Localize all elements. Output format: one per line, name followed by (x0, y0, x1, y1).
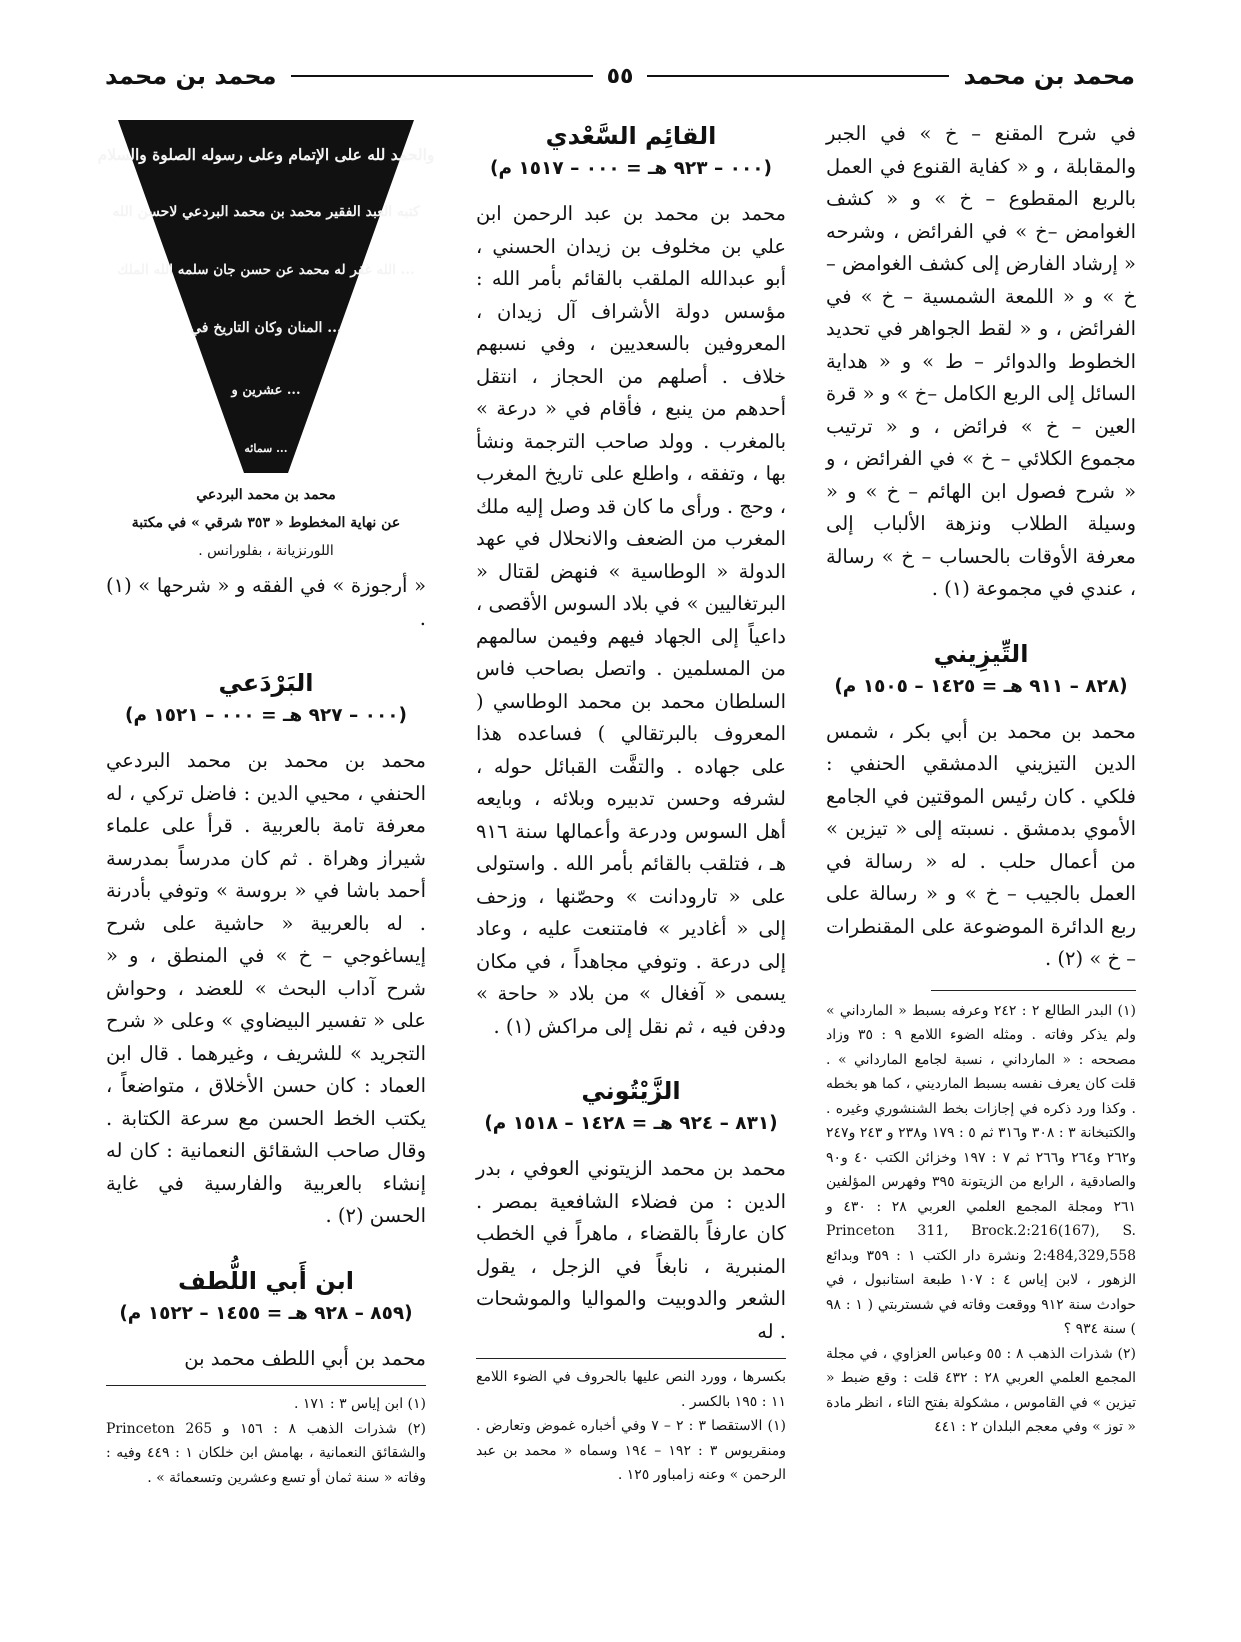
footnote-rule (931, 990, 1136, 991)
entry-dates: (٠٠٠ – ٩٢٧ هـ = ٠٠٠ – ١٥٢١ م) (125, 705, 407, 726)
entry-text: محمد بن أبي اللطف محمد بن (184, 1346, 426, 1370)
entry-title: ابن أَبي اللُّطف (177, 1266, 355, 1295)
entry-text: محمد بن محمد الزيتوني العوفي ، بدر الدين : من فضلاء الشافعية بمصر . كان عارفاً بالقضاء ، ماهراً في الخطب المنبرية ، نابغاً في الزجل ، يقول الشعر والدوبيت والمواليا والموشحات . له (476, 1157, 786, 1343)
manuscript-line: ... الله غفر له محمد عن حسن جان سلمه الله الملك (117, 262, 415, 278)
entry-title: الزَّيْتُوني (581, 1077, 681, 1105)
manuscript-line: كتبه العبد الفقير محمد بن محمد البردعي لاحسن الله (112, 204, 420, 220)
footnote-continued: بكسرها ، وورد النص عليها بالحروف في الضوء اللامع ١١ : ١٩٥ بالكسر . (476, 1369, 786, 1410)
continued-entry-text: في شرح المقنع – خ » في الجبر والمقابلة ، و « كفاية القنوع في العمل بالربع المقطوع – خ » و « كشف الغوامض –خ » في الفرائض ، وشرحه « إرشاد الفارض إلى كشف الغوامض – خ » و « اللمعة الشمسية – خ » في الفرائض ، و « لقط الجواهر في تحديد الخطوط والدوائر – ط » و « هداية السائل إلى الربع الكامل –خ » و « قرة العين – خ » فرائض ، و « ترتيب مجموع الكلائي – خ » في الفرائض ، و « شرح فصول ابن الهائم – خ » و « وسيلة الطلاب ونزهة الألباب إلى معرفة الأوقات بالحساب – خ » رسالة ، عندي في مجموعة (١) . (826, 122, 1136, 600)
image-caption-location: اللورنزيانة ، بفلورانس . (198, 543, 334, 559)
manuscript-line: ... سمائه (244, 442, 288, 455)
footnote-rule (106, 1385, 426, 1386)
entry-text: محمد بن محمد بن محمد البردعي الحنفي ، محيي الدين : فاضل تركي ، له معرفة تامة بالعربية . قرأ على علماء شيراز وهراة . ثم كان مدرساً بمدرسة أحمد باشا في « بروسة » وتوفي بأدرنة . له بالعربية « حاشية على شرح إيساغوجي – خ » في المنطق ، و « شرح آداب البحث » للعضد ، وحواش على « تفسير البيضاوي » وعلى « شرح التجريد » للشريف ، وغيرهما . قال ابن العماد : كان حسن الأخلاق ، متواضعاً ، يكتب الخط الحسن مع سرعة الكتابة . وقال صاحب الشقائق النعمانية : كان له إنشاء بالعربية والفارسية في غاية الحسن (٢) . (106, 749, 426, 1227)
column-middle (476, 118, 786, 1488)
footnote-rule (476, 1358, 786, 1359)
column-left (97, 118, 435, 1490)
manuscript-line: ... المنان وكان التاريخ في (190, 320, 342, 336)
page-header (105, 58, 1135, 94)
image-caption-title: محمد بن محمد البردعي (196, 487, 336, 503)
page-number: ٥٥ (606, 63, 634, 89)
footnote-2: (٢) شذرات الذهب ٨ : ١٥٦ و Princeton 265 والشقائق النعمانية ، بهامش ابن خلكان ١ : ٤٤٩ وفيه : وفاته « سنة ثمان أو تسع وعشرين وتسعمائة » . (106, 1420, 426, 1486)
footnote-1: (١) البدر الطالع ٢ : ٢٤٢ وعرفه بسبط « المارداني » ولم يذكر وفاته . ومثله الضوء اللامع ٩ : ٣٥ وزاد مصححه : « المارداني ، نسبة لجامع المارداني » . قلت كان يعرف نفسه بسبط المارديني ، كما هو بخطه . وكذا ورد ذكره في إجازات بخط الشنشوري وغيره . والكتبخانة ٣ : ٣٠٨ و٣١٦ ثم ٥ : ١٧٩ و٢٣٨ و ٢٤٣ و٢٤٧ و٢٦٢ و٢٦٤ و٢٦٦ ثم ٧ : ١٩٧ وخزائن الكتب ٤٠ و٩٠ والصادقية ، الرابع من الزيتونة ٣٩٥ وفهرس المؤلفين ٢٦١ ومجلة المجمع العلمي العربي ٢٨ : ٤٣٠ و Princeton 311, Brock.2:216(167), S. 2:484,329,558 ونشرة دار الكتب ١ : ٣٥٩ وبدائع الزهور ، لابن إياس ٤ : ١٠٧ طبعة استانبول ، في حوادث سنة ٩١٢ ووقعت وفاته في شستربتي ( ١ : ٩٨ ) سنة ٩٣٤ ؟ (826, 1002, 1137, 1337)
manuscript-line: والحمد لله على الإتمام وعلى رسوله الصلوة والسلام (97, 145, 435, 164)
image-caption-source: عن نهاية المخطوط « ٣٥٣ شرقي » في مكتبة (131, 515, 401, 531)
header-rule (647, 75, 949, 77)
footnote-1: (١) الاستقصا ٣ : ٢ – ٧ وفي أخباره غموض وتعارض . ومنقريوس ٣ : ١٩٢ – ١٩٤ وسماه « محمد بن عبد الرحمن » وعنه زامباور ١٢٥ . (476, 1418, 787, 1483)
entry-title: التِّيزِيني (933, 639, 1029, 668)
running-head-right: محمد بن محمد (963, 62, 1135, 90)
entry-title: البَرْدَعي (218, 669, 314, 697)
entry-dates: (٠٠٠ – ٩٢٣ هـ = ٠٠٠ – ١٥١٧ م) (490, 158, 772, 179)
header-rule (291, 75, 593, 77)
running-head-left: محمد بن محمد (104, 62, 277, 90)
entry-text: محمد بن محمد بن أبي بكر ، شمس الدين التيزيني الدمشقي الحنفي : فلكي . كان رئيس الموقتين في الجامع الأموي بدمشق . نسبته إلى « تيزين » من أعمال حلب . له « رسالة في العمل بالجيب – خ » و « رسالة على ربع الدائرة الموضوعة على المقنطرات – خ » (٢) . (826, 719, 1136, 970)
entry-dates: (٨٢٨ – ٩١١ هـ = ١٤٢٥ – ١٥٠٥ م) (834, 675, 1128, 697)
entry-dates: (٨٥٩ – ٩٢٨ هـ = ١٤٥٥ – ١٥٢٢ م) (119, 1302, 413, 1324)
entry-dates: (٨٣١ – ٩٢٤ هـ = ١٤٢٨ – ١٥١٨ م) (484, 1113, 778, 1134)
entry-text: محمد بن محمد بن عبد الرحمن ابن علي بن مخلوف بن زيدان الحسني ، أبو عبدالله الملقب بالقائم بأمر الله : مؤسس دولة الأشراف آل زيدان ، المعروفين بالسعديين ، وفي نسبهم خلاف . أصلهم من الحجاز ، انتقل أحدهم من ينبع ، فأقام في « درعة » بالمغرب . وولد صاحب الترجمة ونشأ بها ، وتفقه ، واطلع على تاريخ المغرب ، وحج . ورأى ما كان قد وصل إليه ملك المغرب من الضعف والانحلال في عهد الدولة « الوطاسية » فنهض لقتال « البرتغاليين » في بلاد السوس الأقصى ، داعياً إلى الجهاد فيهم وفيمن سالمهم من المسلمين . واتصل بصاحب فاس السلطان محمد بن محمد الوطاسي ( المعروف بالبرتقالي ) فساعده هذا على جهاده . والتفَّت القبائل حوله ، لشرفه وحسن تدبيره وبلائه ، وبايعه أهل السوس ودرعة وأعمالها سنة ٩١٦ هـ ، فتلقب بالقائم بأمر الله . واستولى على « تارودانت » وحصّنها ، وزحف إلى « أغادير » فامتنعت عليه ، وعاد إلى درعة . وتوفي مجاهداً ، في مكان يسمى « آفغال » من بلاد « حاحة » ودفن فيه ، ثم نقل إلى مراكش (١) . (476, 202, 786, 1038)
manuscript-image (97, 118, 435, 478)
entry-title: القائِم السَّعْدي (545, 122, 717, 150)
continued-entry-text: « أرجوزة » في الفقه و « شرحها » (١) . (106, 574, 426, 630)
manuscript-line: ... عشرين و (231, 383, 301, 398)
footnote-1: (١) ابن إياس ٣ : ١٧١ . (293, 1396, 426, 1412)
footnote-2: (٢) شذرات الذهب ٨ : ٥٥ وعباس العزاوي ، في مجلة المجمع العلمي العربي ٢٨ : ٤٣٢ قلت : وقع ضبط « تيزين » في القاموس ، مشكولة بفتح التاء ، انظر مادة « توز » وفي معجم البلدان ٢ : ٤٤١ (826, 1345, 1137, 1435)
column-right (826, 118, 1136, 1440)
